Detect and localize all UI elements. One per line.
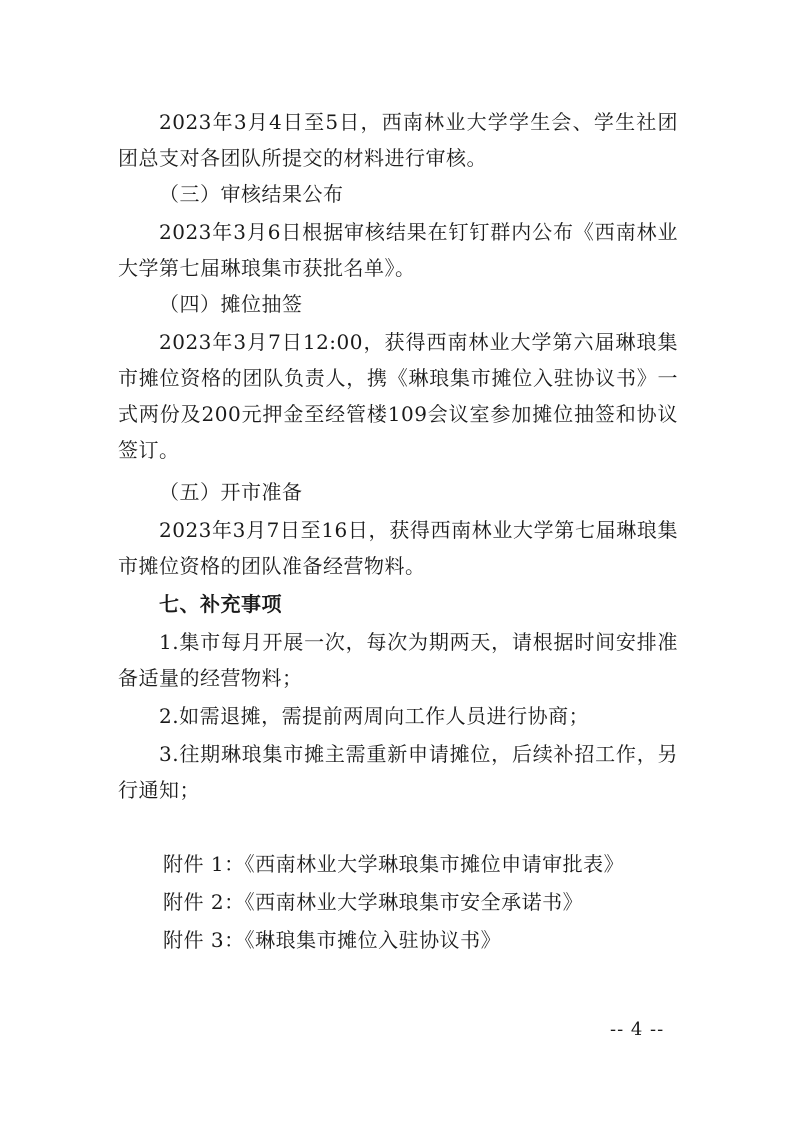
lottery-paragraph: 2023年3月7日12:00，获得西南林业大学第六届琳琅集市摊位资格的团队负责人，携《琳琅集市摊位入驻协议书》一式两份及200元押金至经管楼109会议室参加摊位抽签和协议签订。 bbox=[118, 330, 678, 462]
attachment-3: 附件 3：《琳琅集市摊位入驻协议书》 bbox=[163, 928, 502, 952]
review-paragraph: 2023年3月4日至5日，西南林业大学学生会、学生社团团总支对各团队所提交的材料进行审核。 bbox=[118, 110, 678, 170]
supplementary-item-3: 3.往期琳琅集市摊主需重新申请摊位，后续补招工作，另行通知； bbox=[118, 742, 678, 802]
attachment-2: 附件 2：《西南林业大学琳琅集市安全承诺书》 bbox=[163, 890, 584, 914]
heading-stall-lottery: （四）摊位抽签 bbox=[159, 292, 303, 316]
result-paragraph: 2023年3月6日根据审核结果在钉钉群内公布《西南林业大学第七届琳琅集市获批名单》。 bbox=[118, 220, 678, 280]
attachment-1: 附件 1：《西南林业大学琳琅集市摊位申请审批表》 bbox=[163, 852, 625, 876]
heading-market-preparation: （五）开市准备 bbox=[159, 480, 303, 504]
heading-review-result: （三）审核结果公布 bbox=[159, 182, 344, 206]
heading-supplementary-matters: 七、补充事项 bbox=[159, 592, 282, 616]
prepare-paragraph: 2023年3月7日至16日，获得西南林业大学第七届琳琅集市摊位资格的团队准备经营物料。 bbox=[118, 518, 678, 578]
supplementary-item-1: 1.集市每月开展一次，每次为期两天，请根据时间安排准备适量的经营物料； bbox=[118, 630, 678, 690]
supplementary-item-2: 2.如需退摊，需提前两周向工作人员进行协商； bbox=[159, 704, 590, 728]
page-number: -- 4 -- bbox=[610, 1019, 665, 1040]
